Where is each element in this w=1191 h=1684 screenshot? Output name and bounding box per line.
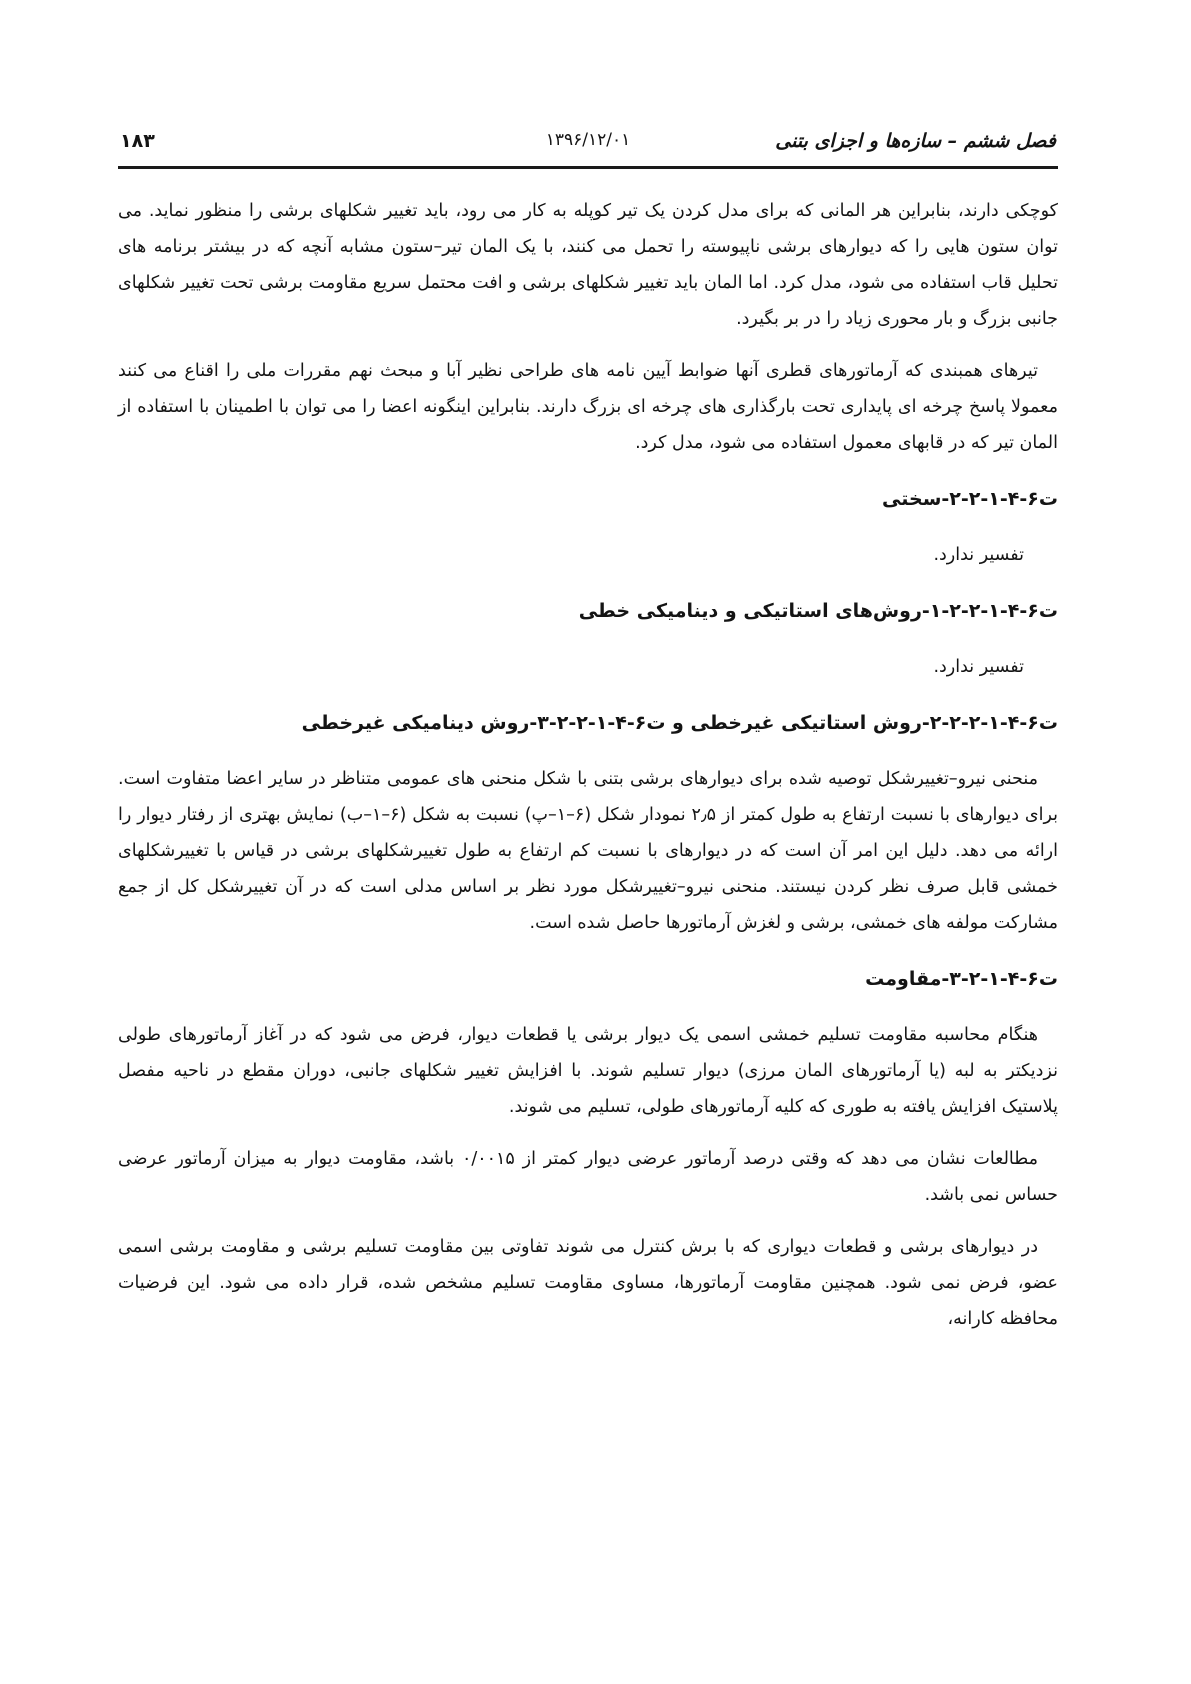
no-commentary-note: تفسیر ندارد. — [933, 545, 1024, 565]
paragraph-flexural-yield-strength: هنگام محاسبه مقاومت تسلیم خمشی اسمی یک دیوار برشی یا قطعات دیوار، فرض می شود که در آغاز آرماتورهای طولی نزدیکتر به لبه (یا آرماتورهای المان مرزی) دیوار تسلیم شوند. با افزایش تغییر شکلهای جانبی، دوران مقطع در ناحیه مفصل پلاستیک افزایش یافته به طوری که کلیه آرماتورهای طولی، تسلیم می شوند. — [118, 1025, 1058, 1117]
paragraph-diagonal-reinforcement: تیرهای همبندی که آرماتورهای قطری آنها ضوابط آیین نامه های طراحی نظیر آبا و مبحث نهم مقررات ملی را اقناع می کنند معمولا پاسخ چرخه ای پایداری تحت بارگذاری های چرخه ای بزرگ دارند. بنابراین اینگونه اعضا را می توان با اطمینان با استفاده از المان تیر که در قابهای معمول استفاده می شود، مدل کرد. — [118, 361, 1058, 453]
paragraph-shear-controlled-walls: در دیوارهای برشی و قطعات دیواری که با برش کنترل می شوند تفاوتی بین مقاومت تسلیم برشی و مقاومت برشی اسمی عضو، فرض نمی شود. همچنین مقاومت آرماتورها، مساوی مقاومت تسلیم مشخص شده، قرار داده می شود. این فرضیات محافظه کارانه، — [118, 1237, 1058, 1329]
heading-nonlinear-methods: ت۶-۴-۱-۲-۲-۲-روش استاتیکی غیرخطی و ت۶-۴-۱-۲-۲-۳-روش دینامیکی غیرخطی — [301, 712, 1058, 734]
page-header — [120, 130, 1056, 164]
paragraph-coupling-beam-modeling: کوچکی دارند، بنابراین هر المانی که برای مدل کردن یک تیر کوپله به کار می رود، باید تغییر شکلهای برشی را منظور نماید. می توان ستون هایی را که دیوارهای برشی ناپیوسته را تحمل می کنند، با یک المان تیر–ستون مشابه آنچه که در بیشتر برنامه های تحلیل قاب استفاده می شود، مدل کرد. اما المان باید تغییر شکلهای برشی و افت محتمل سریع مقاومت برشی تحت تغییر شکلهای جانبی بزرگ و بار محوری زیاد را در بر بگیرد. — [118, 201, 1058, 329]
paragraph-force-deformation-curve: منحنی نیرو–تغییرشکل توصیه شده برای دیوارهای برشی بتنی با شکل منحنی های عمومی متناظر در سایر اعضا متفاوت است. برای دیوارهای با نسبت ارتفاع به طول کمتر از ۲٫۵ نمودار شکل (۶–۱–پ) نسبت به شکل (۶–۱–ب) نمایش بهتری از رفتار دیوار را ارائه می دهد. دلیل این امر آن است که در دیوارهای با نسبت کم ارتفاع به طول تغییرشکلهای برشی در قیاس با تغییرشکلهای خمشی قابل صرف نظر کردن نیستند. منحنی نیرو–تغییرشکل مورد نظر بر اساس مدلی است که در آن تغییرشکل کل از جمع مشارکت مولفه های خمشی، برشی و لغزش آرماتورها حاصل شده است. — [118, 769, 1058, 933]
page-content — [118, 193, 1058, 1353]
chapter-title: فصل ششم – سازه‌ها و اجزای بتنی — [775, 130, 1056, 152]
paragraph-transverse-reinforcement: مطالعات نشان می دهد که وقتی درصد آرماتور عرضی دیوار کمتر از ۰/۰۰۱۵ باشد، مقاومت دیوار به میزان آرماتور عرضی حساس نمی باشد. — [118, 1149, 1058, 1205]
heading-strength: ت۶-۴-۱-۲-۳-مقاومت — [865, 968, 1058, 990]
page-number: ۱۸۳ — [120, 130, 155, 152]
no-commentary-note: تفسیر ندارد. — [933, 657, 1024, 677]
header-date: ۱۳۹۶/۱۲/۰۱ — [545, 130, 631, 150]
heading-linear-methods: ت۶-۴-۱-۲-۲-۱-روش‌های استاتیکی و دینامیکی خطی — [578, 600, 1058, 622]
header-rule — [118, 166, 1058, 169]
heading-stiffness: ت۶-۴-۱-۲-۲-سختی — [882, 488, 1058, 510]
